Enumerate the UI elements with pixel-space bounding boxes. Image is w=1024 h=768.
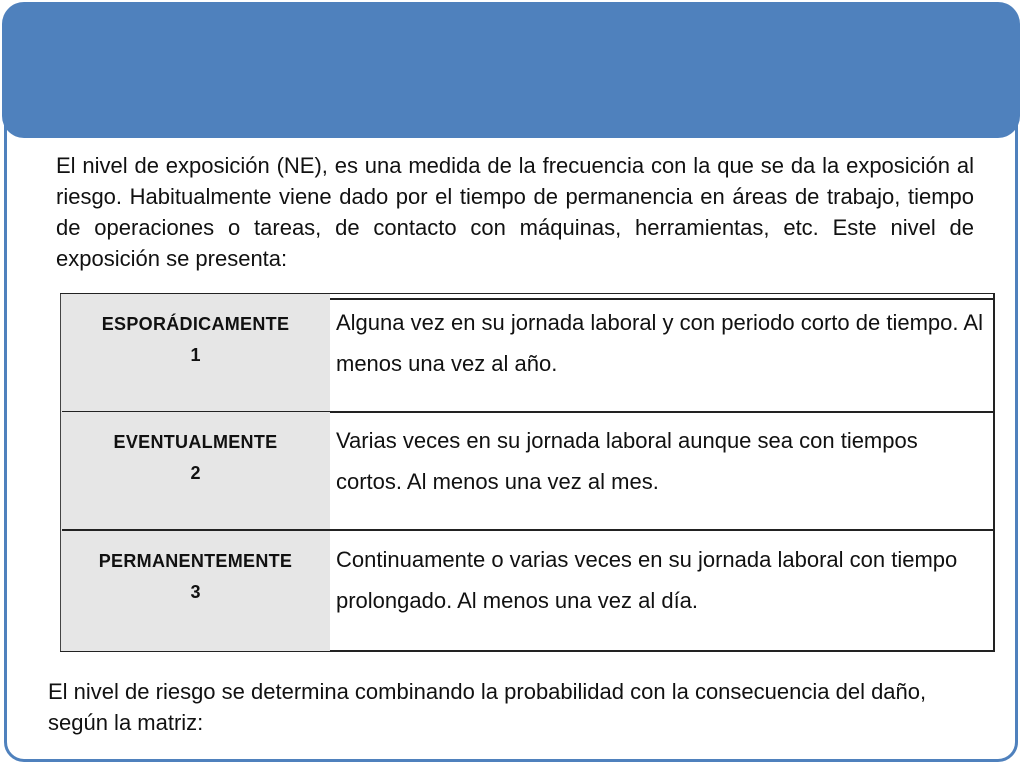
level-description: Varias veces en su jornada laboral aunque sea con tiempos cortos. Al menos una vez al mes. — [336, 428, 918, 494]
level-name: ESPORÁDICAMENTE — [101, 314, 290, 334]
title-bar — [2, 2, 1020, 138]
intro-paragraph: El nivel de exposición (NE), es una medida de la frecuencia con la que se da la exposición al riesgo. Habitualmente viene dado por el tiempo de permanencia en áreas de trabajo, tiempo de operaciones o tareas, de contacto con máquinas, herramientas, etc. Este nivel de exposición se presenta: — [56, 153, 974, 271]
level-description-cell — [330, 531, 995, 651]
level-description: Continuamente o varias veces en su jornada laboral con tiempo prolongado. Al menos una vez al día. — [336, 547, 958, 613]
level-description-cell — [330, 412, 995, 531]
level-label-cell — [60, 294, 330, 413]
level-name: PERMANENTEMENTE — [98, 551, 293, 571]
level-name: EVENTUALMENTE — [113, 432, 278, 452]
exposure-level-table — [60, 293, 995, 652]
table-row — [60, 412, 995, 531]
level-description-cell — [330, 294, 995, 413]
table-row — [60, 531, 995, 651]
outro-paragraph: El nivel de riesgo se determina combinando la probabilidad con la consecuencia del daño, según la matriz: — [48, 679, 927, 735]
level-number: 3 — [190, 582, 201, 602]
level-label-cell — [60, 412, 330, 531]
level-label-cell — [60, 531, 330, 651]
level-number: 1 — [190, 345, 201, 365]
level-number: 2 — [190, 463, 201, 483]
level-description: Alguna vez en su jornada laboral y con periodo corto de tiempo. Al menos una vez al año. — [336, 310, 983, 376]
table-row — [60, 294, 995, 413]
